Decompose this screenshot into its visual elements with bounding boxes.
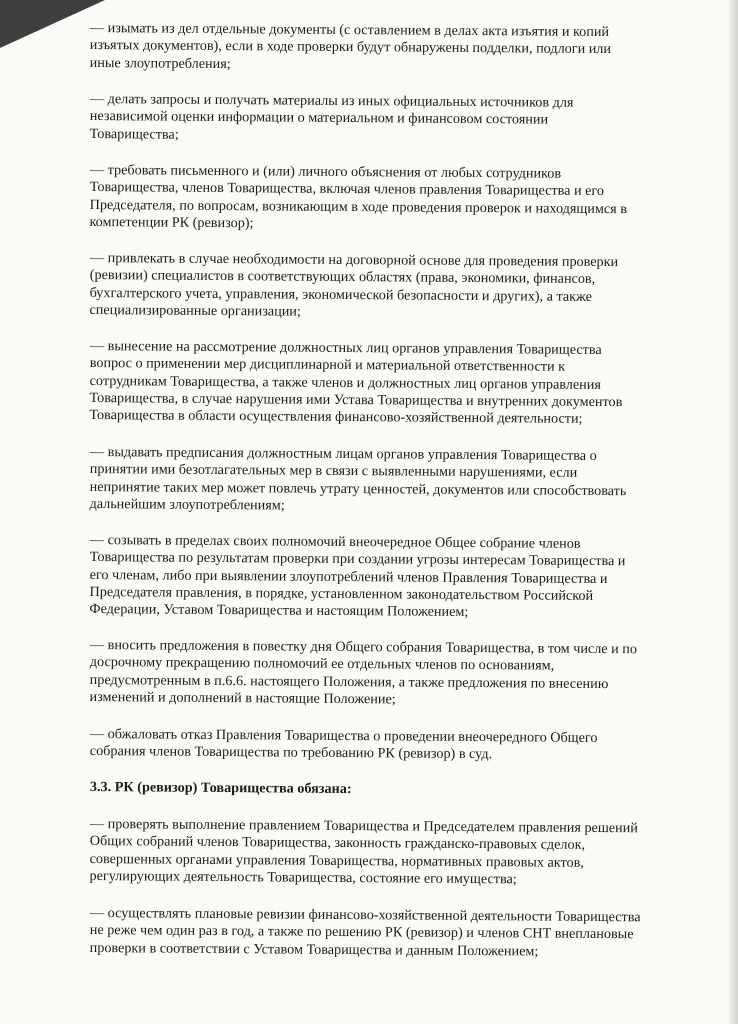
paragraph-planned-audits [90,905,670,961]
text-line: — созывать в пределах своих полномочий внеочередное Общее собрание членов [89,531,581,552]
text-line: — выдавать предписания должностным лицам органов управления Товарищества о [89,443,597,464]
text-line: — изымать из дел отдельные документы (с оставлением в делах акта изъятия и копий [89,20,610,41]
text-line: предусмотренным в п.6.6. настоящего Положения, а также предложения по внесению [89,671,609,692]
text-line: вопрос о применении мер дисциплинарной и материальной ответственности к [89,355,566,376]
text-line: независимой оценки информации о материальном и финансовом состоянии [89,108,549,128]
text-line: (ревизии) специалистов в соответствующих областях (права, экономики, финансов, [89,267,596,288]
paragraph-convene-meeting [89,532,670,623]
paragraph-verify-execution [89,816,670,890]
text-line: — осуществлять плановые ревизии финансово-хозяйственной деятельности Товарищества [89,904,641,925]
paragraph-agenda-proposals [89,637,670,711]
text-line: Товарищества, в случае нарушения ими Устава Товарищества и внутренних документов [89,390,623,411]
text-line: иные злоупотребления; [89,54,231,72]
text-line: дальнейшим злоупотреблениям; [89,495,285,514]
paragraph-explanations [89,162,670,236]
text-line: — делать запросы и получать материалы из иных официальных источников для [89,90,574,111]
text-line: не реже чем один раз в год, а также по решению РК (ревизор) и членов СНТ внеплановые [89,921,634,943]
text-line: компетенции РК (ревизор); [89,213,254,231]
paragraph-specialists [89,250,670,324]
text-line: — вносить предложения в повестку дня Общего собрания Товарищества, в том числе и по [89,637,638,658]
paragraph-requests [90,91,670,147]
text-line: Общих собраний членов Товарищества, законность гражданско-правовых сделок, [89,833,586,854]
text-line: собрания членов Товарищества по требованию РК (ревизор) в суд. [89,742,493,762]
text-line: бухгалтерского учета, управления, экономической безопасности и других), а также [89,284,593,305]
text-line: принятии ими безотлагательных мер в связи с выявленными нарушениями, если [89,460,578,481]
text-line: досрочному прекращению полномочий ее отдельных членов по основаниям, [89,654,555,675]
text-line: проверки в соответствии с Уставом Товарищества и данным Положением; [89,939,539,959]
paragraph-disciplinary [89,338,670,429]
text-line: сотрудникам Товарищества, а также членов и должностных лиц органов управления [89,372,601,393]
page-edge-shadow [729,0,738,1024]
text-line: изъятых документов), если в ходе проверки будут обнаружены подделки, подлоги или [89,37,612,58]
text-line: изменений и дополнений в настоящие Положение; [89,689,396,708]
text-line: — проверять выполнение правлением Товарищества и Председателем правления решений [89,816,638,837]
text-line: совершенных органами управления Товарищества, нормативных правовых актов, [89,850,584,871]
text-line: Товарищества, членов Товарищества, включая членов правления Товарищества и его [89,179,605,200]
text-line: Товарищества по результатам проверки при создании угрозы интересам Товарищества и [89,549,626,570]
text-line: непринятие таких мер может повлечь утрату ценностей, документов или способствовать [89,478,627,499]
text-line: — привлекать в случае необходимости на договорной основе для проведения проверки [89,249,619,271]
text-line: Федерации, Уставом Товарищества и настоящим Положением; [89,601,469,620]
text-line: Товарищества в области осуществления финансово-хозяйственной деятельности; [89,407,583,428]
text-line: Товарищества; [89,125,179,143]
document-body [90,20,670,975]
paragraph-instructions [89,444,670,518]
text-line: специализированные организации; [89,301,301,320]
text-line: — требовать письменного и (или) личного объяснения от любых сотрудников [89,161,562,182]
text-line: его членам, либо при выявлении злоупотреблений членов Правления Товарищества и [89,566,608,587]
text-line: регулирующих деятельность Товарищества, состояние его имущества; [89,868,517,888]
text-line: Председателя правления, в порядке, установленном законодательством Российской [89,583,594,604]
text-line: — вынесение на рассмотрение должностных лиц органов управления Товарищества [89,338,602,359]
paragraph-withdraw-documents [90,20,670,76]
paragraph-appeal [90,726,670,765]
text-line: Председателя, по вопросам, возникающим в ходе проведения проверок и находящимся в [89,196,628,217]
section-heading: 3.3. РК (ревизор) Товарищества обязана: [89,779,352,798]
text-line: — обжаловать отказ Правления Товарищества о проведении внеочередного Общего [89,725,598,746]
